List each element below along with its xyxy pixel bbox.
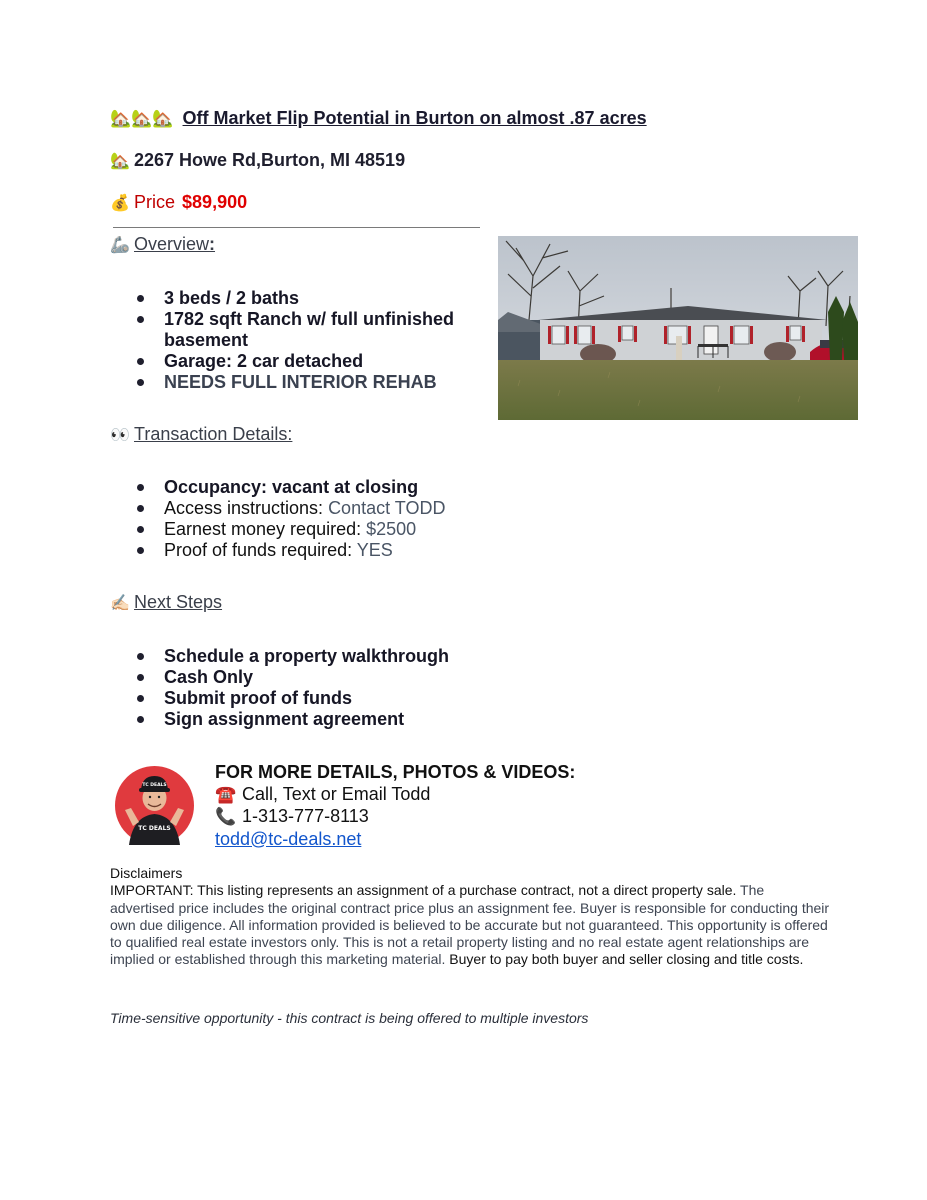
list-item: Cash Only	[110, 667, 550, 688]
list-item: NEEDS FULL INTERIOR REHAB	[110, 372, 510, 393]
disclaimer-body: IMPORTANT: This listing represents an assignment of a purchase contract, not a direct property sale. The advertised price includes the original contract price plus an assignment fee. Buyer is responsible for conducting their own due diligence. All information provided is believed to be accurate but not guaranteed. This opportunity is offered to qualified real estate investors only. This is not a retail property listing and no real estate agent relationships are implied or established through this marketing material. Buyer to pay both buyer and seller closing and title costs.	[110, 882, 830, 968]
list-item: Earnest money required: $2500	[110, 519, 550, 540]
disclaimer	[110, 865, 830, 969]
contact-phone-line	[215, 806, 575, 829]
phone-receiver-icon: 📞	[215, 807, 237, 827]
list-item: Occupancy: vacant at closing	[110, 477, 550, 498]
list-item: Garage: 2 car detached	[110, 351, 510, 372]
property-address	[110, 150, 405, 171]
overview-heading: 🦾 Overview:	[110, 234, 216, 254]
avatar-shirt-text: TC DEALS	[138, 825, 171, 832]
property-photo	[498, 236, 858, 420]
list-item: Sign assignment agreement	[110, 709, 550, 730]
overview-heading-text: Overview	[134, 234, 210, 254]
list-item: Proof of funds required: YES	[110, 540, 550, 561]
house-icon: 🏡🏡🏡	[110, 109, 174, 129]
contact-info	[215, 762, 575, 850]
price-label: Price	[134, 192, 176, 212]
transaction-list	[110, 477, 550, 561]
overview-list	[110, 288, 510, 393]
writing-hand-icon: ✍🏻	[110, 593, 130, 612]
list-item: Schedule a property walkthrough	[110, 646, 550, 667]
transaction-heading-text: Transaction Details:	[134, 424, 293, 444]
list-item: 1782 sqft Ranch w/ full unfinished basement	[110, 309, 510, 351]
contact-heading: FOR MORE DETAILS, PHOTOS & VIDEOS:	[215, 762, 576, 782]
next-steps-heading	[110, 592, 222, 613]
list-item: Submit proof of funds	[110, 688, 550, 709]
listing-title	[110, 108, 647, 129]
house-icon: 🏡	[110, 151, 130, 170]
next-steps-heading-text: Next Steps	[134, 592, 223, 612]
property-price	[110, 192, 247, 213]
contact-call-line: ☎️ Call, Text or Email Todd	[215, 783, 431, 805]
list-item: Access instructions: Contact TODD	[110, 498, 550, 519]
eyes-icon: 👀	[110, 425, 130, 444]
money-bag-icon: 💰	[110, 193, 130, 212]
next-steps-list	[110, 646, 550, 730]
price-value: $89,900	[182, 192, 248, 212]
avatar	[115, 766, 194, 845]
address-text: 2267 Howe Rd,Burton, MI 48519	[134, 150, 406, 170]
transaction-heading	[110, 424, 292, 445]
avatar-cap-text: TC DEALS	[142, 783, 167, 788]
list-item: 3 beds / 2 baths	[110, 288, 510, 309]
email-link[interactable]: todd@tc-deals.net	[215, 828, 362, 849]
flexed-arm-icon: 🦾	[110, 235, 130, 254]
telephone-icon: ☎️	[215, 784, 237, 805]
disclaimer-heading: Disclaimers	[110, 865, 183, 881]
footer-note: Time-sensitive opportunity - this contract is being offered to multiple investors	[110, 1010, 589, 1026]
listing-title-text[interactable]: Off Market Flip Potential in Burton on almost .87 acres	[182, 108, 647, 128]
horizontal-divider	[113, 227, 480, 228]
phone-number[interactable]: 1-313-777-8113	[242, 806, 369, 826]
